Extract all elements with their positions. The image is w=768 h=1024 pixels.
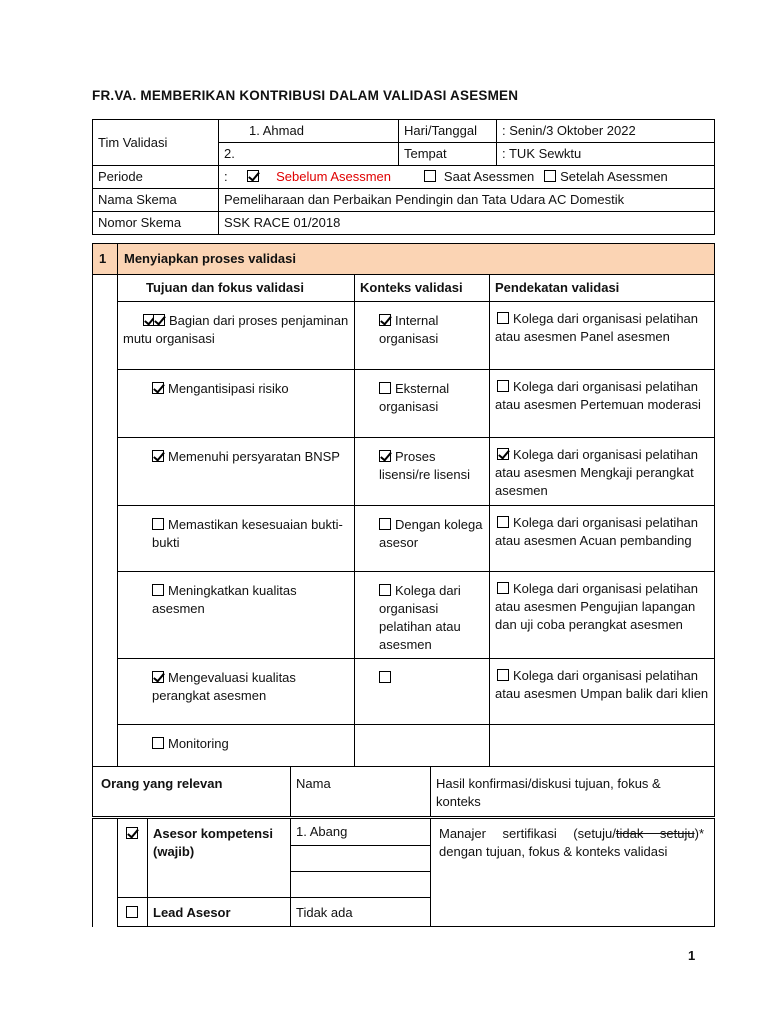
nama-skema-value: Pemeliharaan dan Perbaikan Pendingin dan Tata Udara AC Domestik — [219, 189, 715, 212]
pendekatan-4-checkbox-icon[interactable] — [497, 516, 509, 528]
asesor-name-3 — [291, 872, 431, 898]
konteks-cell-6 — [355, 659, 490, 725]
section-title: Menyiapkan proses validasi — [118, 244, 715, 275]
asesor-checkbox-icon[interactable] — [126, 827, 138, 839]
tujuan-4-text: Memastikan kesesuaian bukti-bukti — [152, 517, 343, 550]
tujuan-1-checkbox-overlay-icon — [153, 314, 165, 326]
manajer-statement — [431, 819, 715, 927]
konteks-1-checkbox-icon[interactable] — [379, 314, 391, 326]
tujuan-2-text: Mengantisipasi risiko — [168, 381, 289, 396]
pendekatan-cell-3 — [490, 438, 715, 506]
tujuan-5-checkbox-icon[interactable] — [152, 584, 164, 596]
konteks-2-checkbox-icon[interactable] — [379, 382, 391, 394]
pendekatan-4-text: Kolega dari organisasi pelatihan atau asesmen Acuan pembanding — [495, 515, 699, 548]
nomor-skema-label: Nomor Skema — [93, 212, 219, 235]
pendekatan-1-text: Kolega dari organisasi pelatihan atau asesmen Panel asesmen — [495, 311, 699, 344]
tim-validasi-label: Tim Validasi — [93, 120, 219, 166]
konteks-cell-2 — [355, 370, 490, 438]
konteks-3-text: Proses lisensi/re lisensi — [379, 449, 471, 482]
pendekatan-2-text: Kolega dari organisasi pelatihan atau asesmen Pertemuan moderasi — [495, 379, 701, 412]
pendekatan-cell-7 — [490, 725, 715, 767]
lead-checkbox-icon[interactable] — [126, 906, 138, 918]
konteks-5-text: Kolega dari organisasi pelatihan atau asesmen — [379, 583, 461, 652]
konteks-5-checkbox-icon[interactable] — [379, 584, 391, 596]
periode-saat: Saat Asessmen — [443, 169, 535, 184]
tujuan-cell-6 — [118, 659, 355, 725]
konteks-6-checkbox-icon[interactable] — [379, 671, 391, 683]
manajer-suffix: )* dengan tujuan, fokus & konteks validasi — [439, 826, 705, 859]
asesor-label: Asesor kompetensi (wajib) — [148, 819, 291, 898]
tujuan-cell-1 — [118, 302, 355, 370]
asesor-checkbox-cell — [118, 819, 148, 898]
konteks-cell-7 — [355, 725, 490, 767]
pendekatan-3-text: Kolega dari organisasi pelatihan atau asesmen Mengkaji perangkat asesmen — [495, 447, 699, 498]
konteks-cell-3 — [355, 438, 490, 506]
document-title: FR.VA. MEMBERIKAN KONTRIBUSI DALAM VALIDASI ASESMEN — [92, 88, 519, 103]
konteks-2-text: Eksternal organisasi — [379, 381, 450, 414]
tujuan-cell-7 — [118, 725, 355, 767]
tujuan-3-checkbox-icon[interactable] — [152, 450, 164, 462]
pendekatan-1-checkbox-icon[interactable] — [497, 312, 509, 324]
pendekatan-3-checkbox-icon[interactable] — [497, 448, 509, 460]
tujuan-7-text: Monitoring — [168, 736, 229, 751]
tujuan-cell-2 — [118, 370, 355, 438]
member-1: 1. Ahmad — [219, 120, 399, 143]
section-side-column — [93, 275, 118, 767]
periode-setelah: Setelah Asessmen — [560, 169, 668, 184]
pendekatan-2-checkbox-icon[interactable] — [497, 380, 509, 392]
nama-skema-label: Nama Skema — [93, 189, 219, 212]
checkbox-saat-icon[interactable] — [424, 170, 436, 182]
konteks-cell-1 — [355, 302, 490, 370]
konteks-4-checkbox-icon[interactable] — [379, 518, 391, 530]
lead-checkbox-cell — [118, 898, 148, 927]
relevant-persons-table — [92, 818, 715, 927]
hasil-label: Hasil konfirmasi/diskusi tujuan, fokus & konteks — [431, 767, 715, 817]
section-number: 1 — [93, 244, 118, 275]
tujuan-cell-4 — [118, 506, 355, 572]
pendekatan-6-checkbox-icon[interactable] — [497, 669, 509, 681]
nomor-skema-value: SSK RACE 01/2018 — [219, 212, 715, 235]
asesor-name-2 — [291, 846, 431, 872]
pendekatan-5-text: Kolega dari organisasi pelatihan atau asesmen Pengujian lapangan dan uji coba perangkat asesmen — [495, 581, 699, 632]
konteks-cell-4 — [355, 506, 490, 572]
tujuan-4-checkbox-icon[interactable] — [152, 518, 164, 530]
tujuan-6-text: Mengevaluasi kualitas perangkat asesmen — [152, 670, 296, 703]
manajer-prefix: Manajer sertifikasi (setuju/ — [439, 826, 616, 841]
col-tujuan-header: Tujuan dan fokus validasi — [118, 275, 355, 302]
tujuan-6-checkbox-icon[interactable] — [152, 671, 164, 683]
pendekatan-5-checkbox-icon[interactable] — [497, 582, 509, 594]
periode-sebelum: Sebelum Asessmen — [276, 169, 392, 184]
section-table — [92, 243, 715, 817]
tujuan-cell-3 — [118, 438, 355, 506]
lead-name: Tidak ada — [291, 898, 431, 927]
pendekatan-cell-4 — [490, 506, 715, 572]
pendekatan-cell-1 — [490, 302, 715, 370]
pendekatan-cell-2 — [490, 370, 715, 438]
asesor-name-1: 1. Abang — [291, 819, 431, 846]
konteks-1-text: Internal organisasi — [379, 313, 439, 346]
tujuan-3-text: Memenuhi persyaratan BNSP — [168, 449, 340, 464]
info-table — [92, 119, 715, 235]
tempat-label: Tempat — [399, 143, 497, 166]
pendekatan-cell-5 — [490, 572, 715, 659]
orang-relevan-label: Orang yang relevan — [93, 767, 291, 817]
col-pendekatan-header: Pendekatan validasi — [490, 275, 715, 302]
pendekatan-cell-6 — [490, 659, 715, 725]
nama-label: Nama — [291, 767, 431, 817]
col-konteks-header: Konteks validasi — [355, 275, 490, 302]
tujuan-cell-5 — [118, 572, 355, 659]
checkbox-setelah-icon[interactable] — [544, 170, 556, 182]
tujuan-5-text: Meningkatkan kualitas asesmen — [152, 583, 297, 616]
member-2: 2. — [219, 143, 399, 166]
relevant-side-column — [93, 819, 118, 927]
tujuan-7-checkbox-icon[interactable] — [152, 737, 164, 749]
hari-value: : Senin/3 Oktober 2022 — [497, 120, 715, 143]
hari-label: Hari/Tanggal — [399, 120, 497, 143]
konteks-3-checkbox-icon[interactable] — [379, 450, 391, 462]
manajer-strike: tidak setuju — [615, 826, 695, 841]
pendekatan-6-text: Kolega dari organisasi pelatihan atau asesmen Umpan balik dari klien — [495, 668, 709, 701]
tempat-value: : TUK Sewktu — [497, 143, 715, 166]
tujuan-2-checkbox-icon[interactable] — [152, 382, 164, 394]
konteks-cell-5 — [355, 572, 490, 659]
lead-label: Lead Asesor — [148, 898, 291, 927]
periode-colon: : — [224, 169, 228, 184]
page-number: 1 — [688, 948, 696, 963]
periode-options — [219, 166, 715, 189]
tujuan-1-text: Bagian dari proses penjaminan mutu organisasi — [123, 313, 349, 346]
konteks-4-text: Dengan kolega asesor — [379, 517, 483, 550]
checkbox-sebelum-icon[interactable] — [247, 170, 259, 182]
periode-label: Periode — [93, 166, 219, 189]
